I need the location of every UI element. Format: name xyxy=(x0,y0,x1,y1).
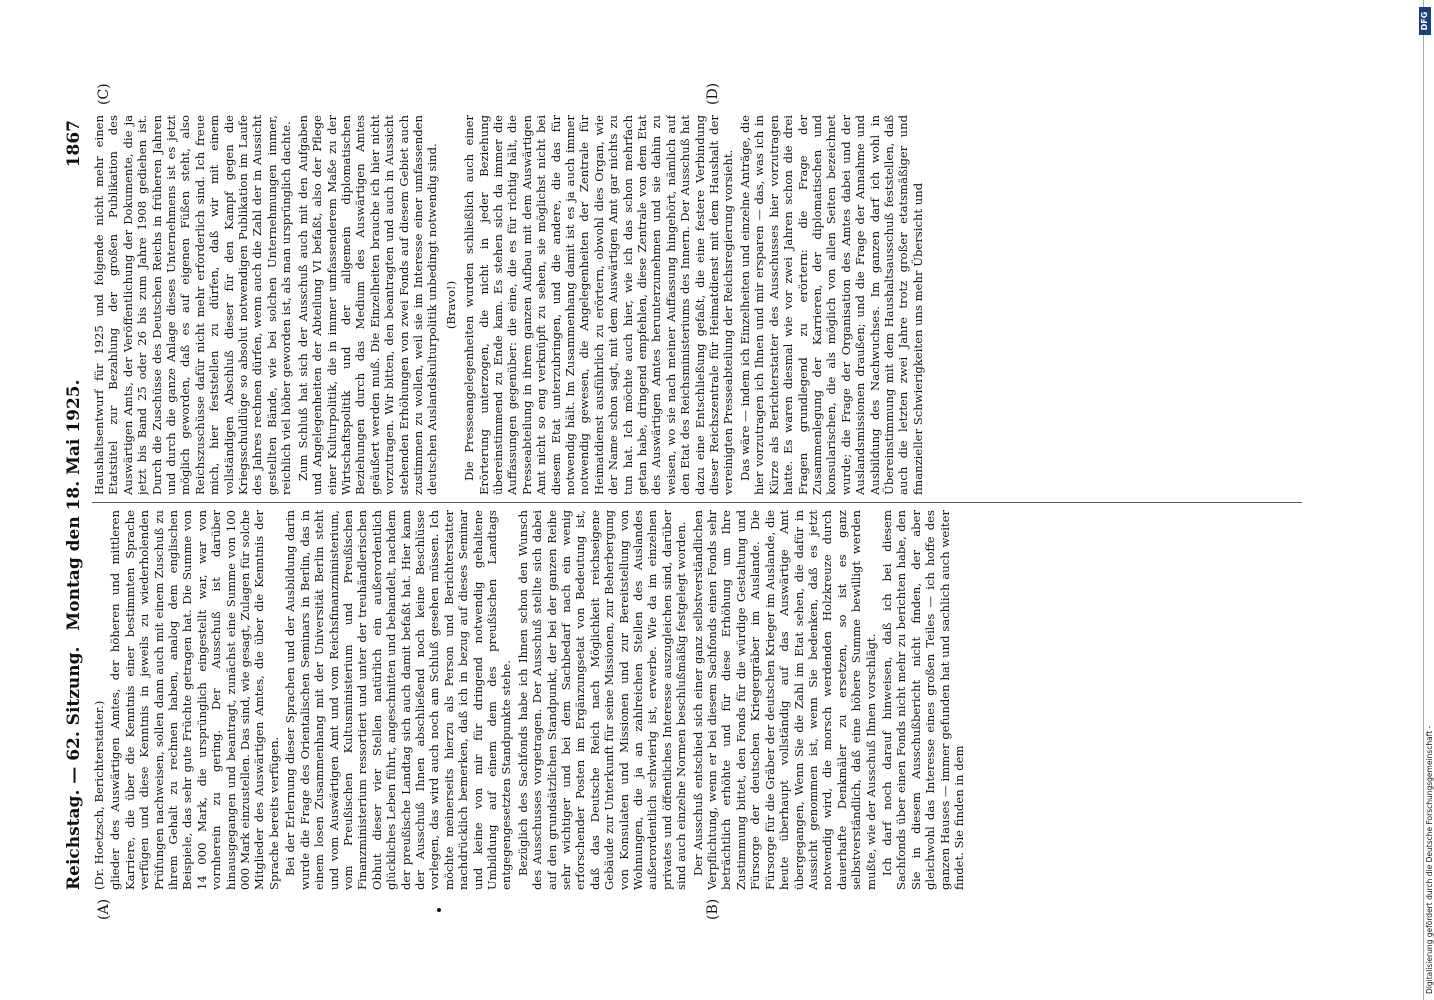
paragraph: Bei der Erlernung dieser Sprachen und der Ausbildung darin wurde die Frage des Orientalischen Seminars in Berlin, das in einem losen Zusammenhang mit der Universität Berlin steht und vom Auswärtigen Amt und vom Reichsfinanzministerium, vom Preußischen Kultusministerium und Preußischen Finanzministerium ressortiert und unter der treuhändlerischen Obhut dieser vier Stellen natürlich ein außerordentlich glückliches Leben führt, angeschnitten und behandelt, nachdem der preußische Landtag sich auch damit befaßt hat. Hier kann der Ausschuß Ihnen abschließend noch keine Beschlüsse vorlegen, das wird auch noch am Schluß gesehen müssen. Ich möchte meinerseits hierzu als Person und Berichterstatter nachdrücklich bemerken, daß ich in bezug auf dieses Seminar und keine von mir für dringend notwendig gehaltene Umbildung auf einem dem des preußischen Landtags entgegengesetzten Standpunkte stehe. xyxy=(283,510,514,890)
interjection: (Bravo!) xyxy=(443,280,458,330)
paragraph: Zum Schluß hat sich der Ausschuß auch mit den Aufgaben und Angelegenheiten der Abteilung VI befaßt, also der Pflege einer Kulturpolitik, die in immer umfassenderem Maße zu der Wirtschaftspolitik und der allgemein diplomatischen Beziehungen durch das Medium des Auswärtigen Amtes geäußert werden muß. Die Einzelheiten brauche ich hier nicht vorzutragen. Wir bitten, den beantragten und auch in Aussicht stehenden Erhöhungen von zwei Fonds auf diesem Gebiet auch zustimmen zu wollen, weil sie im Interesse einer umfassenden deutschen Auslandskulturpolitik unbedingt notwendig sind. xyxy=(295,115,440,495)
left-column xyxy=(92,510,1302,890)
paragraph: Die Presseangelegenheiten wurden schließlich auch einer Erörterung unterzogen, die nicht in jeder Beziehung übereinstimmend zu Ende kam. Es stehen sich da immer die Auffassungen gegenüber: die eine, die es für richtig hält, die Presseabteilung in ihrem ganzen Aufbau mit dem Auswärtigen Amt nicht so eng verknüpft zu sehen, sie möglichst nicht bei diesem Etat unterzubringen, und die andere, die das für notwendig hält. Im Zusammenhang damit ist es ja auch immer notwendig gewesen, die Angelegenheiten der Zentrale für Heimatdienst ausführlich zu erörtern, obwohl dies Organ, wie der Name schon sagt, mit dem Auswärtigen Amt gar nichts zu tun hat. Ich möchte auch hier, wie ich das schon mehrfach getan habe, dringend empfehlen, diese Zentrale von dem Etat des Auswärtigen Amtes herunterzunehmen und sie dahin zu weisen, wo sie nach meiner Auffassung hingehört, nämlich auf den Etat des Reichsministeriums des Innern. Der Ausschuß hat dazu eine Entschließung gefaßt, die eine festere Verbindung dieser Reichszentrale für Heimatdienst mit dem Haushalt der vereinigten Presseabteilung der Reichsregierung vorsieht. xyxy=(462,115,736,495)
paragraph: glieder des Auswärtigen Amtes, der höheren und mittleren Karriere, die über die Kenntnis einer bestimmten Sprache verfügen und diese Kenntnis in jeweils zu wiederholenden Prüfungen nachweisen, sollen dann auch mit einem Zuschuß zu ihrem Gehalt zu rechnen haben, analog dem englischen Beispiele, das sehr gute Früchte getragen hat. Die Summe von 14 000 Mark, die ursprünglich eingestellt war, war von vornherein zu gering. Der Ausschuß ist darüber hinausgegangen und beantragt, zunächst eine Summe von 100 000 Mark einzustellen. Das sind, wie gesagt, Zulagen für solche Mitglieder des Auswärtigen Amtes, die über die Kenntnis der Sprache bereits verfügen. xyxy=(108,510,281,890)
margin-marker-c: (C) xyxy=(96,83,112,105)
page-header xyxy=(58,120,88,890)
margin-marker-a: (A) xyxy=(96,898,112,920)
speaker-note: (Dr. Hoetzsch, Berichterstatter.) xyxy=(92,700,106,890)
page-number: 1867 xyxy=(64,120,84,168)
paragraph: Der Ausschuß entschied sich einer ganz selbstverständlichen Verpflichtung, wenn er bei diesem Sachfonds einen Fonds sehr beträchtlich erhöhte und für diese Erhöhung um Ihre Zustimmung bittet, den Fonds für die würdige Gestaltung und Fürsorge der deutschen Kriegergräber im Auslande. Die Fürsorge für die Gräber der deutschen Krieger im Auslande, die heute überhaupt vollständig auf das Auswärtige Amt übergegangen, Wenn Sie die Zahl im Etat sehen, die dafür in Aussicht genommen ist, wenn Sie bedenken, daß es jetzt notwendig wird, die morsch werdenden Holzkreuze durch dauerhafte Denkmäler zu ersetzen, so ist es ganz selbstverständlich, daß eine höhere Summe bewilligt werden mußte, wie der Ausschuß Ihnen vorschlägt. xyxy=(690,510,878,890)
margin-dot xyxy=(437,908,441,912)
paragraph: Das wäre — indem ich Einzelheiten und einzelne Anträge, die hier vorzutragen ich Ihnen und mir ersparen — das, was ich in Kürze als Berichterstatter des Ausschusses hier vorzutragen hatte. Es waren diesmal wie vor zwei Jahren schon die drei Fragen grundlegend zu erörtern: die Frage der Zusammenlegung der Karrieren, der diplomatischen und konsularischen, die als möglich von allen Seiten bezeichnet wurde; die Frage der Organisation des Amtes dabei und der Auslandsmissionen draußen; und die Frage der Annahme und Ausbildung des Nachwuchses. Im ganzen darf ich wohl in Übereinstimmung mit dem Haushaltsausschuß feststellen, daß auch die letzten zwei Jahre trotz großer etatsmäßiger und finanzieller Schwierigkeiten uns mehr Übersicht und xyxy=(737,115,925,495)
footer-divider xyxy=(1423,0,1424,1000)
header-date: Montag den 18. Mai 1925. xyxy=(64,379,84,631)
dfg-logo: DFG xyxy=(1419,7,1431,35)
margin-marker-b: (B) xyxy=(705,898,721,920)
paragraph: Bezüglich des Sachfonds habe ich Ihnen schon den Wunsch des Ausschusses vorgetragen. Der Ausschuß stellte sich dabei auf den grundsätzlichen Standpunkt, der bei der ganzen Reihe sehr wichtiger und bei dem Sachbedarf nach ein wenig erforschender Posten im Ergänzungsetat von Bedeutung ist, daß das Deutsche Reich nach Möglichkeit reichseigene Gebäude zur Unterkunft für seine Missionen, zur Beherbergung von Konsulaten und Missionen und zur Bereitstellung von Wohnungen, die ja an zahlreichen Stellen des Auslandes außerordentlich schwierig ist, erwerbe. Wie da im einzelnen privates und öffentliches Interesse auszugleichen sind, darüber sind auch einzelne Normen beschlußmäßig festgelegt worden. xyxy=(515,510,689,890)
right-column xyxy=(92,115,1302,495)
paragraph: Ich darf noch darauf hinweisen, daß ich bei diesem Sachfonds über einen Fonds nicht mehr zu berichten habe, den Sie in diesem Ausschußbericht nicht finden, der aber gleichwohl das Interesse eines großen Teiles — ich hoffe des ganzen Hauses — immer gefunden hat und sachlich auch weiter findet. Sie finden in dem xyxy=(879,510,966,890)
paragraph: Haushaltsentwurf für 1925 und folgende nicht mehr einen Etatstitel zur Bezahlung der großen Publikation des Auswärtigen Amts, der Veröffentlichung der Dokumente, die ja jetzt bis Band 25 oder 26 bis zum Jahre 1908 gediehen ist. Durch die Zuschüsse des Deutschen Reichs in früheren Jahren und durch die ganze Anlage dieses Unternehmens ist es jetzt möglich geworden, daß es auf eigenen Füßen steht, also Reichszuschüsse dafür nicht mehr erforderlich sind. Ich freue mich, hier feststellen zu dürfen, daß wir mit einem vollständigen Abschluß dieser für den Kampf gegen die Kriegsschuldlüge so absolut notwendigen Publikation im Laufe des Jahres rechnen dürfen, wenn auch die Zahl der in Aussicht gestellten Bände, wie bei solchen Unternehmungen immer, reichlich viel höher geworden ist, als man ursprünglich dachte. xyxy=(92,115,294,495)
margin-marker-d: (D) xyxy=(705,82,721,105)
header-session: Reichstag. — 62. Sitzung. xyxy=(64,646,84,890)
column-divider xyxy=(92,502,1302,503)
digitization-credit: Digitalisierung gefördert durch die Deutsche Forschungsgemeinschaft - xyxy=(1425,725,1434,994)
